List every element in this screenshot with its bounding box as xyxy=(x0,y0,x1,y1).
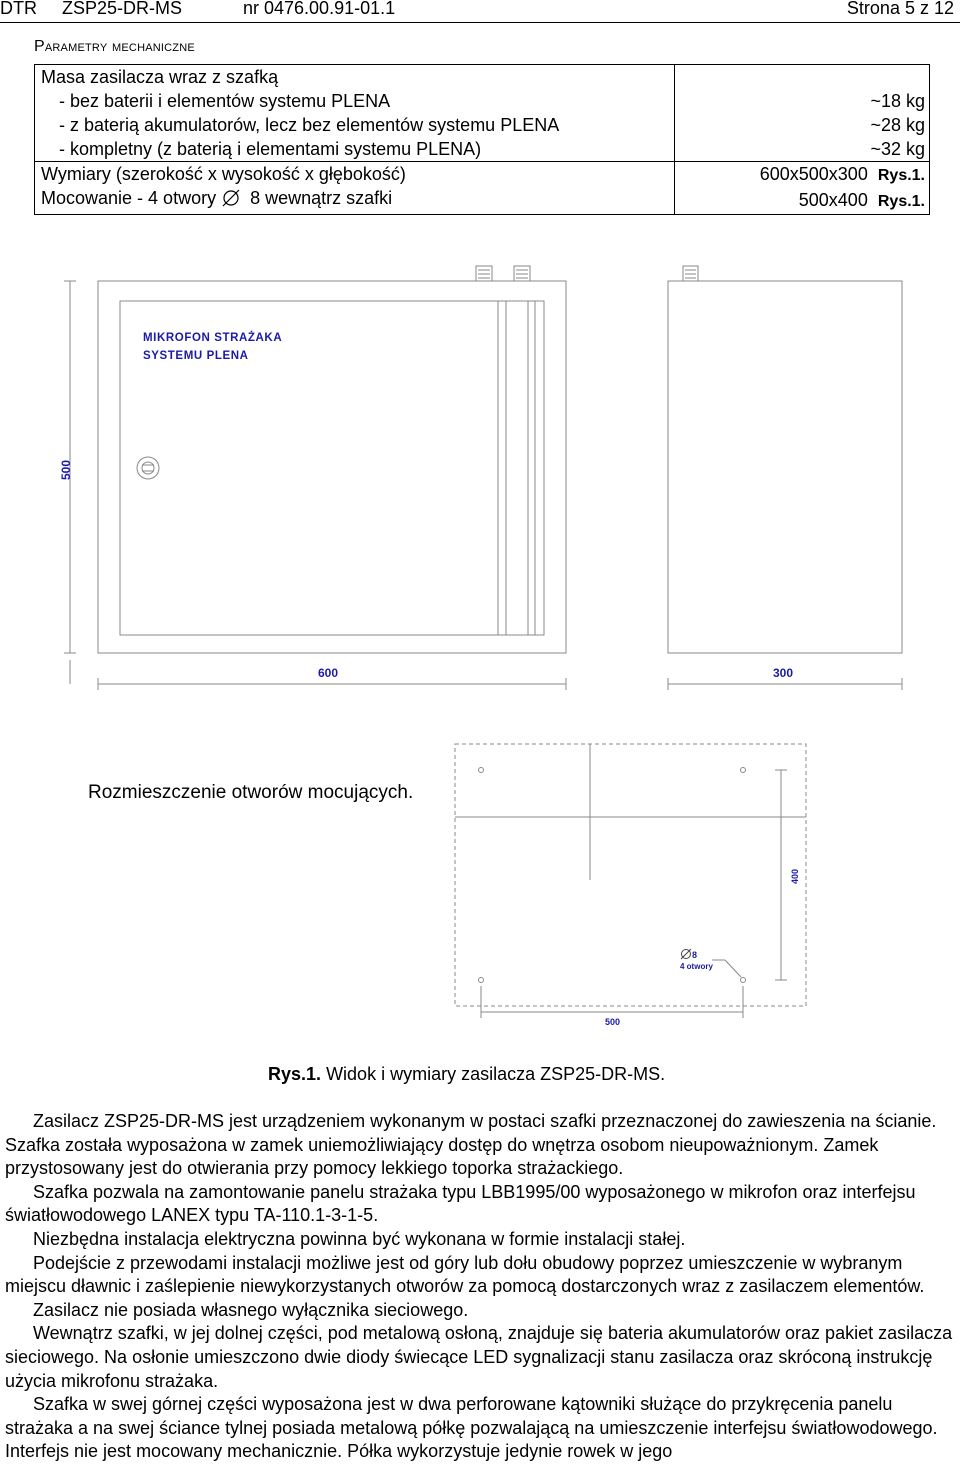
dimensions-value: 600x500x300 xyxy=(759,164,868,184)
hole-count-label: 4 otwory xyxy=(680,962,713,971)
dims-row xyxy=(35,162,930,215)
mounting-ref: Rys.1. xyxy=(877,193,925,210)
mass-value: ~18 kg xyxy=(870,91,925,111)
header-page-number: Strona 5 z 12 xyxy=(846,0,954,18)
hole-diameter-label: 8 xyxy=(692,950,698,960)
mass-label: - kompletny (z baterią i elementami systemu PLENA) xyxy=(59,139,482,159)
diameter-icon xyxy=(681,949,691,959)
dims-labels xyxy=(35,162,675,215)
mass-row xyxy=(35,65,930,162)
mounting-label-before: Mocowanie - 4 otwory xyxy=(41,188,217,208)
front-label-line2: SYSTEMU PLENA xyxy=(143,350,249,362)
header-doc-label: DTR xyxy=(0,0,37,18)
header-divider xyxy=(0,22,960,23)
figure-text: Widok i wymiary zasilacza ZSP25-DR-MS. xyxy=(326,1064,666,1084)
mounting-view xyxy=(455,744,806,1018)
figure-ref: Rys.1. xyxy=(268,1064,322,1084)
mass-label: - z baterią akumulatorów, lecz bez elementów systemu PLENA xyxy=(59,115,560,135)
side-view xyxy=(668,266,902,690)
mass-labels xyxy=(35,65,675,162)
height-dimension-label: 500 xyxy=(59,459,73,480)
dimensions-ref: Rys.1. xyxy=(877,167,925,184)
figure-caption xyxy=(268,1064,665,1085)
lock-icon xyxy=(137,457,159,479)
mass-values xyxy=(675,65,930,162)
width-dimension-label: 600 xyxy=(318,666,339,680)
mounting-caption: Rozmieszczenie otworów mocujących. xyxy=(88,782,414,803)
mounting-hole xyxy=(479,768,484,773)
body-paragraph: Zasilacz nie posiada własnego wyłącznika sieciowego. xyxy=(33,1299,469,1320)
dims-values xyxy=(675,162,930,215)
section-title: Parametry mechaniczne xyxy=(34,38,195,55)
mounting-outline xyxy=(455,744,806,1006)
mass-value: ~32 kg xyxy=(870,139,925,159)
mounting-label xyxy=(41,186,668,210)
body-paragraph: Niezbędna instalacja elektryczna powinna być wykonana w formie instalacji stałej. xyxy=(33,1228,686,1249)
header-doc-number: nr 0476.00.91-01.1 xyxy=(243,0,396,18)
front-label-line1: MIKROFON STRAŻAKA xyxy=(143,332,283,344)
mounting-value: 500x400 xyxy=(798,190,868,210)
mounting-hole xyxy=(741,978,746,983)
body-paragraph: Podejście z przewodami instalacji możliwe jest od góry lub dołu obudowy poprzez umieszczenie w wybranym miejscu dławnic i zaślepienie niewykorzystanych otworów za pomocą dostarczonych wraz z zasilaczem elementów. xyxy=(5,1252,925,1297)
body-paragraph: Wewnątrz szafki, w jej dolnej części, pod metalową osłoną, znajduje się bateria akumulatorów oraz pakiet zasilacza sieciowego. Na osłonie umieszczono dwie diody świecące LED sygnalizacji stanu zasilacza oraz skróconą instrukcję użycia mikrofonu strażaka. xyxy=(5,1323,953,1391)
technical-drawing xyxy=(0,250,960,1030)
mounting-label-after: 8 wewnątrz szafki xyxy=(250,188,393,208)
mounting-hole xyxy=(741,768,746,773)
cable-gland xyxy=(514,266,530,281)
body-text xyxy=(5,1110,955,1464)
mounting-hole xyxy=(479,978,484,983)
mount-width-label: 500 xyxy=(605,1017,621,1027)
cable-gland xyxy=(476,266,492,281)
params-table xyxy=(34,64,930,215)
dimensions-label: Wymiary (szerokość x wysokość x głębokość) xyxy=(41,164,406,184)
cable-gland xyxy=(683,266,698,281)
body-paragraph: Szafka w swej górnej części wyposażona jest w dwa perforowane kątowniki służące do przykręcenia panelu strażaka a na swej ściance tylnej posiada metalową półkę pozwalającą na umieszczenie interfejsu światłowodowego. Interfejs nie jest mocowany mechanicznie. Półka wykorzystuje jedynie rowek w jego xyxy=(5,1394,938,1462)
body-paragraph: Zasilacz ZSP25-DR-MS jest urządzeniem wykonanym w postaci szafki przeznaczonej do zawieszenia na ścianie. Szafka została wyposażona w zamek uniemożliwiający dostęp do wnętrza osobom nieupoważnionym. Zamek przystosowany jest do otwierania przy pomocy lekkiego toporka strażackiego. xyxy=(5,1111,937,1179)
body-paragraph: Szafka pozwala na zamontowanie panelu strażaka typu LBB1995/00 wyposażonego w mikrofon oraz interfejsu światłowodowego LANEX typu TA-110.1-3-1-5. xyxy=(5,1181,916,1226)
mass-heading: Masa zasilacza wraz z szafką xyxy=(41,67,279,87)
hole-leader-line xyxy=(725,960,741,977)
mass-label: - bez baterii i elementów systemu PLENA xyxy=(59,91,391,111)
side-outer-frame xyxy=(668,281,902,653)
mass-value: ~28 kg xyxy=(870,115,925,135)
mount-height-label: 400 xyxy=(790,868,800,884)
front-view xyxy=(64,266,566,690)
depth-dimension-label: 300 xyxy=(773,666,794,680)
header-product: ZSP25-DR-MS xyxy=(62,0,183,18)
diameter-icon xyxy=(222,189,240,207)
